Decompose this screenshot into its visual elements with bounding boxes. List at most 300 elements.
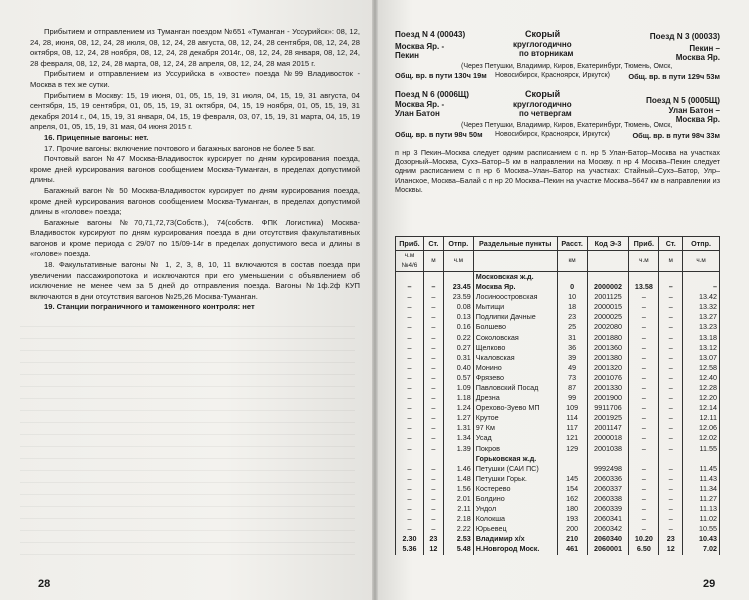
cell-a2: – xyxy=(629,312,659,322)
cell-d: 0.16 xyxy=(443,322,473,332)
paragraph: Багажный вагон № 50 Москва-Владивосток курсирует по дням курсирования поезда, кроме дней курсирования вагонов сообщением Москва-Туманган, в пределах допустимой длины в «голове» поезда; xyxy=(30,185,360,217)
cell-s: – xyxy=(423,292,443,302)
station-row xyxy=(396,312,720,322)
station-row xyxy=(396,464,720,474)
schedule-1: круглогодично xyxy=(513,100,572,109)
cell-d2: 13.23 xyxy=(683,322,720,332)
cell-d2: 12.11 xyxy=(683,413,720,423)
cell-a2: – xyxy=(629,423,659,433)
station-row xyxy=(396,423,720,433)
station-row xyxy=(396,353,720,363)
route-right-2: Москва Яр. xyxy=(675,53,720,62)
cell-s2: – xyxy=(659,433,683,443)
cell-d: 1.09 xyxy=(443,383,473,393)
station-row xyxy=(396,514,720,524)
cell-s: – xyxy=(423,393,443,403)
cell-a: – xyxy=(396,464,424,474)
cell-s: 23 xyxy=(423,534,443,544)
cell-a2: 10.20 xyxy=(629,534,659,544)
cell-a2: – xyxy=(629,383,659,393)
schedule-1: круглогодично xyxy=(513,40,572,49)
cell-s: – xyxy=(423,312,443,322)
cell-s: – xyxy=(423,383,443,393)
unit-cell xyxy=(473,251,557,272)
station-row xyxy=(396,433,720,443)
cell-s: – xyxy=(423,322,443,332)
route-left-2: Пекин xyxy=(395,51,419,60)
cell-s: – xyxy=(423,423,443,433)
cell-km xyxy=(557,454,587,464)
units-row xyxy=(396,251,720,272)
unit-cell: ч.м №4/6 xyxy=(396,251,424,272)
cell-a: – xyxy=(396,484,424,494)
cell-s2: – xyxy=(659,302,683,312)
cell-a: – xyxy=(396,413,424,423)
cell-s: – xyxy=(423,282,443,292)
railway-section-row xyxy=(396,272,720,283)
cell-code: 2060336 xyxy=(587,474,629,484)
unit-cell: м xyxy=(423,251,443,272)
station-row xyxy=(396,494,720,504)
cell-a2 xyxy=(629,272,659,283)
cell-a2: – xyxy=(629,363,659,373)
cell-d: 5.48 xyxy=(443,544,473,554)
cell-d2: 12.06 xyxy=(683,423,720,433)
cell-name: Н.Новгород Моск. xyxy=(473,544,557,554)
cell-code: 2000002 xyxy=(587,282,629,292)
route-right-2: Москва Яр. xyxy=(675,115,720,124)
station-row xyxy=(396,282,720,292)
cell-a2: – xyxy=(629,514,659,524)
cell-d2: 11.13 xyxy=(683,504,720,514)
cell-name: Петушки (САИ ПС) xyxy=(473,464,557,474)
cell-s2: – xyxy=(659,423,683,433)
cell-d: 0.40 xyxy=(443,363,473,373)
cell-s: – xyxy=(423,464,443,474)
cell-km: 49 xyxy=(557,363,587,373)
cell-s xyxy=(423,454,443,464)
bleed-through-text xyxy=(20,320,355,580)
cell-a: 2.30 xyxy=(396,534,424,544)
cell-s2: – xyxy=(659,464,683,474)
cell-km: 210 xyxy=(557,534,587,544)
cell-s2: – xyxy=(659,484,683,494)
cell-a2: – xyxy=(629,322,659,332)
travel-time-right: Общ. вр. в пути 129ч 53м xyxy=(628,72,720,81)
travel-time-left: Общ. вр. в пути 130ч 19м xyxy=(395,71,487,80)
cell-km: 31 xyxy=(557,332,587,342)
cell-a: – xyxy=(396,403,424,413)
cell-code: 2060337 xyxy=(587,484,629,494)
cell-d: 2.01 xyxy=(443,494,473,504)
cell-s: – xyxy=(423,373,443,383)
schedule-2: по вторникам xyxy=(519,49,574,58)
cell-name: 97 Км xyxy=(473,423,557,433)
cell-a: 5.36 xyxy=(396,544,424,554)
cell-d xyxy=(443,454,473,464)
cell-a2: – xyxy=(629,302,659,312)
cell-a xyxy=(396,454,424,464)
cell-s: – xyxy=(423,403,443,413)
station-row xyxy=(396,322,720,332)
cell-a: – xyxy=(396,363,424,373)
cell-a: – xyxy=(396,504,424,514)
cell-d: 2.11 xyxy=(443,504,473,514)
cell-d: 0.31 xyxy=(443,353,473,363)
cell-code: 2060340 xyxy=(587,534,629,544)
cell-km: 87 xyxy=(557,383,587,393)
travel-time-right: Общ. вр. в пути 98ч 33м xyxy=(632,131,720,140)
cell-km: 154 xyxy=(557,484,587,494)
cell-s2: – xyxy=(659,514,683,524)
cell-a2: – xyxy=(629,494,659,504)
cell-name: Московская ж.д. xyxy=(473,272,557,283)
cell-d: 23.59 xyxy=(443,292,473,302)
cell-d2: 12.20 xyxy=(683,393,720,403)
cell-a2: – xyxy=(629,353,659,363)
cell-name: Юрьевец xyxy=(473,524,557,534)
cell-a2: – xyxy=(629,524,659,534)
cell-code: 2001125 xyxy=(587,292,629,302)
cell-a: – xyxy=(396,494,424,504)
cell-d: 0.22 xyxy=(443,332,473,342)
train-header-b xyxy=(395,90,720,142)
col-header: Код Э-3 xyxy=(587,237,629,251)
paragraph: Прибытием и отправлением из Уссурийска в «хвосте» поезда №99 Владивосток - Москва в тех же сутки. xyxy=(30,69,360,89)
cell-d2: 12.14 xyxy=(683,403,720,413)
paragraph: 16. Прицепные вагоны: нет. xyxy=(44,132,149,142)
route-left-1: Москва Яр. - xyxy=(395,42,445,51)
cell-km: 200 xyxy=(557,524,587,534)
cell-d: 0.08 xyxy=(443,302,473,312)
cell-s2: – xyxy=(659,353,683,363)
train-title-left: Поезд N 6 (0006Щ) xyxy=(395,90,470,99)
cell-a: – xyxy=(396,282,424,292)
cell-name: Колокша xyxy=(473,514,557,524)
cell-s: – xyxy=(423,302,443,312)
cell-s2 xyxy=(659,454,683,464)
paragraph: 19. Станции пограничного и таможенного контроля: нет xyxy=(44,302,255,312)
unit-cell: ч.м xyxy=(443,251,473,272)
cell-km xyxy=(557,272,587,283)
route-right-1: Пекин – xyxy=(689,44,720,53)
train-type: Скорый xyxy=(525,89,561,99)
cell-s2: – xyxy=(659,373,683,383)
cell-s: – xyxy=(423,504,443,514)
cell-km: 129 xyxy=(557,444,587,454)
cell-code: 2001925 xyxy=(587,413,629,423)
route-left-1: Москва Яр. - xyxy=(395,100,445,109)
cell-name: Костерево xyxy=(473,484,557,494)
cell-d2: 12.28 xyxy=(683,383,720,393)
cell-code: 2001038 xyxy=(587,444,629,454)
train-title-right: Поезд N 5 (0005Щ) xyxy=(645,96,720,105)
route-right-1: Улан Батон – xyxy=(668,106,720,115)
unit-cell: ч.м xyxy=(683,251,720,272)
cell-name: Горьковская ж.д. xyxy=(473,454,557,464)
cell-name: Монино xyxy=(473,363,557,373)
railway-section-row xyxy=(396,454,720,464)
cell-s: – xyxy=(423,524,443,534)
cell-s2: – xyxy=(659,312,683,322)
cell-d2: 12.02 xyxy=(683,433,720,443)
cell-a: – xyxy=(396,423,424,433)
cell-d: 0.27 xyxy=(443,343,473,353)
cell-code xyxy=(587,272,629,283)
left-text-block xyxy=(30,27,360,313)
cell-d2: 11.34 xyxy=(683,484,720,494)
cell-s2: – xyxy=(659,282,683,292)
cell-d2: 13.12 xyxy=(683,343,720,353)
cell-a: – xyxy=(396,373,424,383)
cell-km: 39 xyxy=(557,353,587,363)
cell-km: 193 xyxy=(557,514,587,524)
cell-d: 1.46 xyxy=(443,464,473,474)
unit-cell: ч.м xyxy=(629,251,659,272)
cell-km: 73 xyxy=(557,373,587,383)
cell-d: 1.48 xyxy=(443,474,473,484)
cell-code: 2001360 xyxy=(587,343,629,353)
route-via-end: Новосибирск, Красноярск, Иркутск) xyxy=(495,72,611,79)
cell-s2: – xyxy=(659,363,683,373)
cell-d2: 13.42 xyxy=(683,292,720,302)
cell-code: 2001076 xyxy=(587,373,629,383)
cell-s: – xyxy=(423,413,443,423)
cell-name: Болшево xyxy=(473,322,557,332)
cell-code: 2060001 xyxy=(587,544,629,554)
col-header: Ст. xyxy=(423,237,443,251)
cell-s: – xyxy=(423,494,443,504)
cell-d: 1.18 xyxy=(443,393,473,403)
cell-a2: – xyxy=(629,373,659,383)
cell-d: 1.39 xyxy=(443,444,473,454)
train-title-right: Поезд N 3 (00033) xyxy=(649,32,720,41)
cell-km: 23 xyxy=(557,312,587,322)
cell-a: – xyxy=(396,474,424,484)
train-header-a xyxy=(395,30,720,82)
unit-cell: км xyxy=(557,251,587,272)
cell-name: Щелково xyxy=(473,343,557,353)
station-row xyxy=(396,383,720,393)
cell-a2 xyxy=(629,454,659,464)
cell-a: – xyxy=(396,433,424,443)
cell-d: 1.31 xyxy=(443,423,473,433)
cell-km: 162 xyxy=(557,494,587,504)
cell-s: – xyxy=(423,474,443,484)
cell-code: 9911706 xyxy=(587,403,629,413)
cell-code: 2002080 xyxy=(587,322,629,332)
cell-d2: 10.55 xyxy=(683,524,720,534)
station-row xyxy=(396,292,720,302)
cell-km: 180 xyxy=(557,504,587,514)
cell-s2: – xyxy=(659,494,683,504)
cell-d2: 10.43 xyxy=(683,534,720,544)
cell-a2: – xyxy=(629,444,659,454)
cell-s: – xyxy=(423,343,443,353)
col-header: Приб. xyxy=(396,237,424,251)
station-row xyxy=(396,484,720,494)
cell-d2: 13.27 xyxy=(683,312,720,322)
cell-km: 121 xyxy=(557,433,587,443)
cell-s: – xyxy=(423,444,443,454)
cell-code: 9992498 xyxy=(587,464,629,474)
cell-a: – xyxy=(396,353,424,363)
col-header: Отпр. xyxy=(683,237,720,251)
cell-s: – xyxy=(423,363,443,373)
cell-code: 2000025 xyxy=(587,312,629,322)
cell-km: 117 xyxy=(557,423,587,433)
cell-s: – xyxy=(423,353,443,363)
cell-km xyxy=(557,464,587,474)
paragraph: 17. Прочие вагоны: включение почтового и багажных вагонов не более 5 ваг. xyxy=(44,143,316,153)
cell-name: Лосиноостровская xyxy=(473,292,557,302)
cell-d: 1.27 xyxy=(443,413,473,423)
cell-name: Покров xyxy=(473,444,557,454)
train-title-left: Поезд N 4 (00043) xyxy=(395,30,466,39)
cell-a2: – xyxy=(629,484,659,494)
cell-s: – xyxy=(423,433,443,443)
page-number-right: 29 xyxy=(703,578,716,590)
cell-s2: – xyxy=(659,524,683,534)
cell-d2: 11.27 xyxy=(683,494,720,504)
cell-km: 10 xyxy=(557,292,587,302)
paragraph: Прибытием в Москву: 15, 19 июня, 01, 05, 15, 19, 31 июля, 04, 15, 19, 31 августа, 04 сентября, 15, 19 сентября, 01, 05, 15, 19, 31 октября, 04, 15, 19 ноября, 01, 05, 15, 19, 31 декабря 2014 г., 04, 15, 19, 31 января, 04, 15, 19 февраля, 03, 07, 15, 19, 31 марта, 04, 15, 19 апреля, 01, 05, 15, 19, 31 мая, 04 июня 2015 г. xyxy=(30,90,360,132)
cell-name: Павловский Посад xyxy=(473,383,557,393)
cell-s xyxy=(423,272,443,283)
cell-name: Чкаловская xyxy=(473,353,557,363)
cell-d2: 13.32 xyxy=(683,302,720,312)
cell-km: 109 xyxy=(557,403,587,413)
schedule-2: по четвергам xyxy=(519,109,572,118)
cell-d: 2.53 xyxy=(443,534,473,544)
cell-a2: – xyxy=(629,332,659,342)
cell-name: Ундол xyxy=(473,504,557,514)
cell-d2: 12.40 xyxy=(683,373,720,383)
cell-code: 2001900 xyxy=(587,393,629,403)
station-row xyxy=(396,524,720,534)
cell-code: 2000015 xyxy=(587,302,629,312)
cell-d: 1.34 xyxy=(443,433,473,443)
cell-a2: 13.58 xyxy=(629,282,659,292)
train-type: Скорый xyxy=(525,29,561,39)
cell-s2: – xyxy=(659,413,683,423)
cell-code: 2060338 xyxy=(587,494,629,504)
station-row xyxy=(396,504,720,514)
paragraph: 18. Факультативные вагоны № 1, 2, 3, 8, 10, 11 включаются в состав поезда при увеличении пассажиропотока и исключаются при его уменьшении с объявлением об исключение не менее чем за 5 дней до отправления поезда. Вагоны №1ф.2ф КУП включаются в дни отсутствия вагонов №25,26 Москва-Туманган. xyxy=(30,260,360,301)
cell-name: Мытищи xyxy=(473,302,557,312)
cell-km: 25 xyxy=(557,322,587,332)
col-header: Ст. xyxy=(659,237,683,251)
cell-s2: – xyxy=(659,292,683,302)
cell-d: 1.24 xyxy=(443,403,473,413)
station-row xyxy=(396,413,720,423)
col-header: Расст. xyxy=(557,237,587,251)
cell-name: Соколовская xyxy=(473,332,557,342)
cell-name: Орехово-Зуево МП xyxy=(473,403,557,413)
cell-d: 0.13 xyxy=(443,312,473,322)
cell-d2: – xyxy=(683,282,720,292)
cell-d2: 11.02 xyxy=(683,514,720,524)
cell-d2: 11.45 xyxy=(683,464,720,474)
cell-a2: – xyxy=(629,292,659,302)
cell-km: 0 xyxy=(557,282,587,292)
route-left-2: Улан Батон xyxy=(395,109,440,118)
paragraph: Багажные вагоны №70,71,72,73(Собств.), 74(собств. ФПК Логистика) Москва-Владивосток курсируют по дням курсирования поезда в дни отсутствия факультативных вагонов и кроме периода с 29/07 по 15/09-14г в пределах допустимого веса и длины в «голове» поезда. xyxy=(30,217,360,259)
cell-s2: – xyxy=(659,322,683,332)
cell-a2: – xyxy=(629,504,659,514)
station-row xyxy=(396,373,720,383)
cell-name: Дрезна xyxy=(473,393,557,403)
cell-km: 114 xyxy=(557,413,587,423)
station-row xyxy=(396,363,720,373)
cell-code: 2001320 xyxy=(587,363,629,373)
cell-a: – xyxy=(396,322,424,332)
cell-a: – xyxy=(396,292,424,302)
cell-d: 23.45 xyxy=(443,282,473,292)
unit-cell: м xyxy=(659,251,683,272)
cell-s: – xyxy=(423,484,443,494)
cell-a2: – xyxy=(629,464,659,474)
cell-s: – xyxy=(423,332,443,342)
cell-d2 xyxy=(683,272,720,283)
station-row xyxy=(396,302,720,312)
timetable xyxy=(395,236,720,555)
cell-a2: – xyxy=(629,413,659,423)
cell-s: 12 xyxy=(423,544,443,554)
cell-d: 2.18 xyxy=(443,514,473,524)
cell-a2: – xyxy=(629,393,659,403)
cell-a2: – xyxy=(629,343,659,353)
cell-d2: 13.18 xyxy=(683,332,720,342)
cell-s2: – xyxy=(659,343,683,353)
cell-s2: – xyxy=(659,393,683,403)
cell-d2: 13.07 xyxy=(683,353,720,363)
cell-a: – xyxy=(396,524,424,534)
paragraph: Почтовый вагон №47 Москва-Владивосток курсирует по дням курсирования поезда, кроме дней курсирования вагонов сообщением Москва-Туманган, в пределах допустимой длины. xyxy=(30,154,360,185)
cell-a2: – xyxy=(629,403,659,413)
cell-name: Болдино xyxy=(473,494,557,504)
cell-d2: 12.58 xyxy=(683,363,720,373)
station-row xyxy=(396,332,720,342)
cell-a: – xyxy=(396,332,424,342)
cell-code: 2060342 xyxy=(587,524,629,534)
col-header: Приб. xyxy=(629,237,659,251)
station-row xyxy=(396,474,720,484)
station-row xyxy=(396,403,720,413)
route-via-end: Новосибирск, Красноярск, Иркутск) xyxy=(495,131,611,138)
cell-code: 2001330 xyxy=(587,383,629,393)
cell-s2: – xyxy=(659,444,683,454)
cell-code: 2000018 xyxy=(587,433,629,443)
cell-name: Фрязево xyxy=(473,373,557,383)
cell-name: Подлипки Дачные xyxy=(473,312,557,322)
cell-d2: 11.55 xyxy=(683,444,720,454)
cell-d2 xyxy=(683,454,720,464)
cell-s2: 12 xyxy=(659,544,683,554)
timetable-body xyxy=(396,272,720,555)
cell-s2: 23 xyxy=(659,534,683,544)
cell-km: 145 xyxy=(557,474,587,484)
cell-d2: 7.02 xyxy=(683,544,720,554)
cell-s2: – xyxy=(659,403,683,413)
cell-name: Усад xyxy=(473,433,557,443)
col-header: Раздельные пункты xyxy=(473,237,557,251)
cell-code: 2060341 xyxy=(587,514,629,524)
paragraph: Прибытием и отправлением из Туманган поездом №651 «Туманган - Уссурийск»: 08, 12, 24, 28, июня, 08, 12, 24, 28 июля, 08, 12, 24, 28 августа, 08, 12, 24, 28 сентября, 08, 12, 24, 28 октября, 08, 12, 24, 28 ноября, 08, 12, 24, 28 декабря 2014г., 08, 12, 24, 28 января, 08, 12, 24, 28 февраля, 08, 12, 24, 28 марта, 08, 12, 24, 28 апреля, 08, 12, 24, 28 мая 2015 г. xyxy=(30,27,360,68)
route-via: (Через Петушки, Владимир, Киров, Екатеринбург, Тюмень, Омск, xyxy=(461,63,673,70)
cell-km: 36 xyxy=(557,343,587,353)
cell-d: 2.22 xyxy=(443,524,473,534)
